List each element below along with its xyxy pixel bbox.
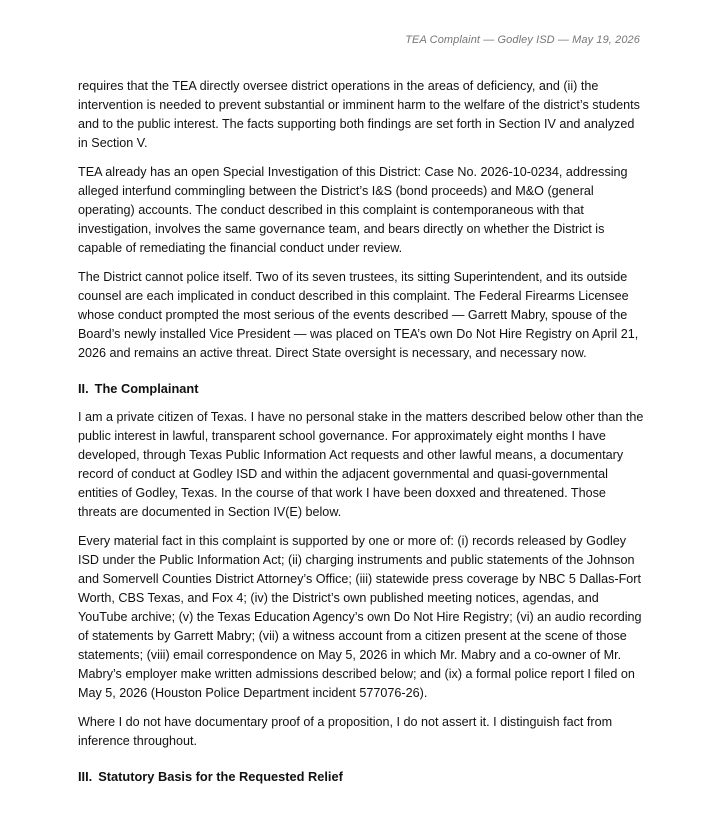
paragraph: I am a private citizen of Texas. I have no personal stake in the matters described below other than the public interest in lawful, transparent school governance. For approximately eight months I have developed, through Texas Public Information Act requests and other lawful means, a documentary record of conduct at Godley ISD and within the adjacent governmental and quasi-governmental entities of Godley, Texas. In the course of that work I have been doxxed and threatened. Those threats are documented in Section IV(E) below.	[78, 410, 644, 519]
section-heading	[78, 767, 644, 786]
paragraph: requires that the TEA directly oversee district operations in the areas of deficiency, and (ii) the intervention is needed to prevent substantial or imminent harm to the welfare of the district’s students and to the public interest. The facts supporting both findings are set forth in Section IV and analyzed in Section V.	[78, 79, 640, 150]
paragraph: Where I do not have documentary proof of a proposition, I do not assert it. I distinguish fact from inference throughout.	[78, 715, 613, 748]
document-body	[78, 77, 644, 796]
section-number: II.	[78, 381, 89, 396]
running-header: TEA Complaint — Godley ISD — May 19, 2026	[405, 34, 640, 46]
paragraph: Every material fact in this complaint is supported by one or more of: (i) records released by Godley ISD under the Public Information Act; (ii) charging instruments and public statements of the Johnson and Somervell Counties District Attorney’s Office; (iii) statewide press coverage by NBC 5 Dallas-Fort Worth, CBS Texas, and Fox 4; (iv) the District’s own published meeting notices, agendas, and YouTube archive; (v) the Texas Education Agency’s own Do Not Hire Registry; (vi) an audio recording of statements by Garrett Mabry; (vii) a witness account from a citizen present at the scene of those statements; (viii) email correspondence on May 5, 2026 in which Mr. Mabry and a co-owner of Mr. Mabry’s employer make written admissions described below; and (ix) a formal police report I filed on May 5, 2026 (Houston Police Department incident 577076-26).	[78, 534, 642, 700]
section-title: Statutory Basis for the Requested Relief	[98, 769, 343, 784]
section-number: III.	[78, 769, 93, 784]
paragraph: TEA already has an open Special Investigation of this District: Case No. 2026-10-0234, addressing alleged interfund commingling between the District’s I&S (bond proceeds) and M&O (general operating) accounts. The conduct described in this complaint is contemporaneous with that investigation, involves the same governance team, and bears directly on whether the District is capable of remediating the financial conduct under review.	[78, 165, 628, 255]
section-heading	[78, 379, 644, 398]
paragraph: The District cannot police itself. Two of its seven trustees, its sitting Superintendent, and its outside counsel are each implicated in conduct described in this complaint. The Federal Firearms Licensee whose conduct prompted the most serious of the events described — Garrett Mabry, spouse of the Board’s newly installed Vice President — was placed on TEA’s own Do Not Hire Registry on April 21, 2026 and remains an active threat. Direct State oversight is necessary, and necessary now.	[78, 270, 639, 360]
section-title: The Complainant	[94, 381, 199, 396]
